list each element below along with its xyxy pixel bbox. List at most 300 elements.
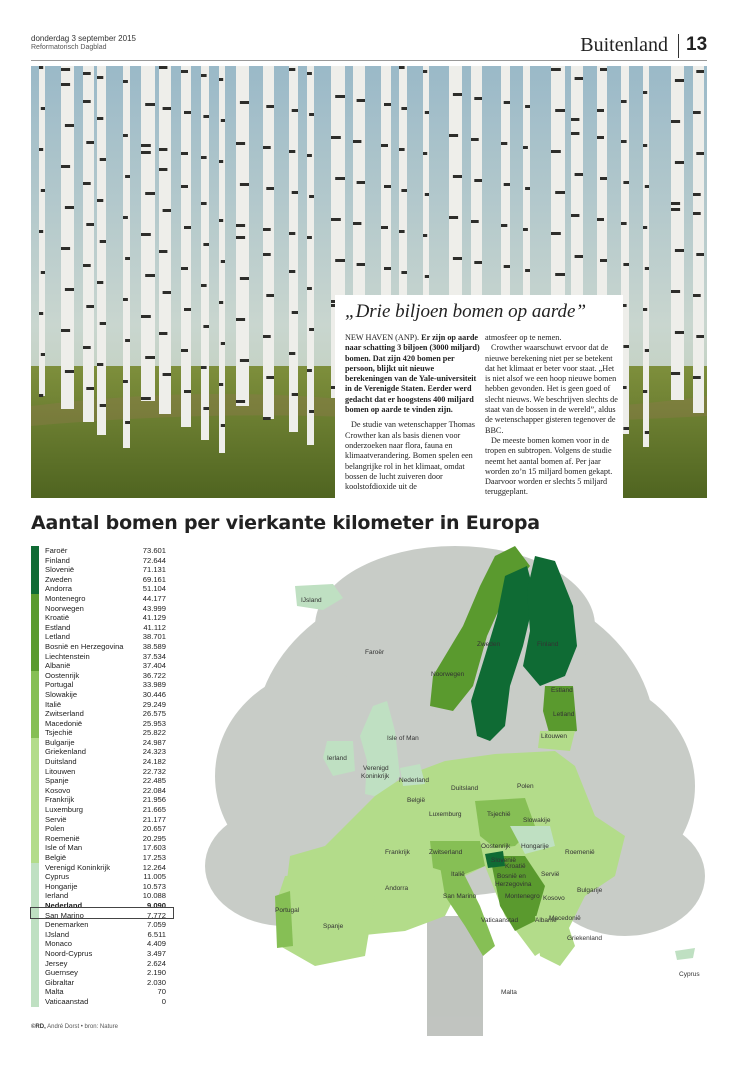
legend-country: Liechtenstein <box>45 651 90 661</box>
birch-bark-mark <box>240 183 249 186</box>
birch-bark-mark <box>61 68 70 71</box>
map-label-luxemburg: Luxemburg <box>429 811 462 818</box>
birch-bark-mark <box>159 66 167 69</box>
map-label-finland: Finland <box>537 641 559 648</box>
legend-value: 70 <box>157 987 166 997</box>
legend-country: Zweden <box>45 574 73 584</box>
legend-row <box>31 594 176 604</box>
birch-bark-mark <box>307 154 312 157</box>
birch-bark-mark <box>97 281 103 284</box>
legend-country: Malta <box>45 987 64 997</box>
birch-bark-mark <box>621 222 627 225</box>
legend-swatch <box>31 853 39 863</box>
birch-bark-mark <box>86 305 94 308</box>
birch-bark-mark <box>401 189 407 192</box>
legend-value: 73.601 <box>142 546 166 555</box>
birch-bark-mark <box>201 156 207 159</box>
map-label-ierland: Ierland <box>327 755 347 762</box>
birch-bark-mark <box>123 216 128 219</box>
legend-value: 9.090 <box>146 900 166 910</box>
legend-country: Monaco <box>45 939 73 949</box>
birch-bark-mark <box>600 177 607 180</box>
legend-country: Italië <box>45 699 62 709</box>
legend-country: Spanje <box>45 776 69 786</box>
birch-bark-mark <box>675 331 684 334</box>
map-label-bulgarije: Bulgarije <box>577 887 603 894</box>
legend-country: Kroatië <box>45 613 70 623</box>
birch-bark-mark <box>643 308 647 311</box>
legend-swatch <box>31 700 39 710</box>
legend-value: 17.603 <box>142 843 166 853</box>
legend-value: 7.772 <box>146 910 166 920</box>
legend-row <box>31 671 176 681</box>
birch-bark-mark <box>83 72 91 75</box>
map-label-hongarije: Hongarije <box>521 843 549 850</box>
legend-swatch <box>31 565 39 575</box>
birch-bark-mark <box>501 142 507 145</box>
credit-line <box>31 1024 118 1030</box>
legend-country: Slovenië <box>45 565 75 575</box>
birch-bark-mark <box>65 124 74 127</box>
birch-bark-mark <box>181 152 188 155</box>
legend-swatch <box>31 987 39 997</box>
legend-country: Montenegro <box>45 593 86 603</box>
birch-bark-mark <box>307 72 312 75</box>
map-label-tsjechie: Tsjechië <box>487 811 511 818</box>
birch-bark-mark <box>551 68 561 71</box>
legend-country: Faroër <box>45 546 68 555</box>
map-label-servie: Servië <box>541 871 560 878</box>
legend-row <box>31 815 176 825</box>
birch-bark-mark <box>449 134 458 137</box>
legend-value: 69.161 <box>142 574 166 584</box>
birch-bark-mark <box>181 185 188 188</box>
birch-bark-mark <box>645 349 649 352</box>
legend-value: 36.722 <box>142 670 166 680</box>
birch-bark-mark <box>643 144 647 147</box>
birch-bark-mark <box>525 269 530 272</box>
birch-bark-mark <box>65 288 74 291</box>
legend-swatch <box>31 968 39 978</box>
birch-bark-mark <box>425 275 429 278</box>
birch-bark-mark <box>125 339 130 342</box>
legend-row <box>31 920 176 930</box>
legend-swatch <box>31 728 39 738</box>
legend-swatch <box>31 575 39 585</box>
birch-bark-mark <box>97 199 103 202</box>
birch-bark-mark <box>263 417 271 420</box>
credit-org: ©RD, <box>31 1024 46 1030</box>
birch-bark-mark <box>555 273 565 276</box>
birch-trunk <box>693 66 704 413</box>
birch-bark-mark <box>203 325 209 328</box>
issue-date: donderdag 3 september 2015 <box>31 34 136 43</box>
birch-bark-mark <box>83 100 91 103</box>
birch-bark-mark <box>292 191 298 194</box>
birch-bark-mark <box>236 318 245 321</box>
birch-trunk <box>219 66 225 453</box>
birch-bark-mark <box>571 132 579 135</box>
legend-value: 37.534 <box>142 651 166 661</box>
legend-table <box>31 546 176 1007</box>
legend-swatch <box>31 805 39 815</box>
legend-value: 41.129 <box>142 613 166 623</box>
legend-value: 37.404 <box>142 661 166 671</box>
birch-bark-mark <box>353 140 361 143</box>
birch-bark-mark <box>525 105 530 108</box>
birch-bark-mark <box>289 232 295 235</box>
article-paragraph-3: Crowther waarschuwt ervoor dat de nieuwe berekening niet per se betekent dat het klimaat er beter voor staat. „Het is niet alsof we een hoop nieuwe bomen hebben gevonden. Het is geen goed of slecht nieuws. We beschrijven slechts de staat van de bossen in de wereld”, aldus de wetenschapper gisteren tegenover de BBC. <box>485 343 618 435</box>
map-label-zwitserland: Zwitserland <box>429 849 463 856</box>
legend-row <box>31 959 176 969</box>
legend-row <box>31 642 176 652</box>
map-label-duitsland: Duitsland <box>451 785 479 792</box>
legend-value: 38.701 <box>142 632 166 642</box>
legend-value: 30.446 <box>142 689 166 699</box>
birch-bark-mark <box>335 177 345 180</box>
birch-bark-mark <box>263 253 271 256</box>
birch-trunk <box>159 66 171 414</box>
legend-country: Zwitserland <box>45 709 84 719</box>
birch-bark-mark <box>381 226 388 229</box>
birch-bark-mark <box>83 346 91 349</box>
birch-bark-mark <box>240 101 249 104</box>
map-label-slovenie: Slovenië <box>491 857 516 864</box>
birch-bark-mark <box>623 427 629 430</box>
birch-bark-mark <box>551 232 561 235</box>
birch-bark-mark <box>309 328 314 331</box>
birch-bark-mark <box>399 148 405 151</box>
legend-swatch <box>31 584 39 594</box>
legend-swatch <box>31 738 39 748</box>
birch-bark-mark <box>219 78 223 81</box>
birch-bark-mark <box>623 263 629 266</box>
legend-row <box>31 613 176 623</box>
birch-trunk <box>263 66 274 419</box>
credit-text: André Dorst • bron: Nature <box>47 1024 118 1030</box>
legend-value: 20.295 <box>142 833 166 843</box>
legend-country: Kosovo <box>45 785 71 795</box>
birch-bark-mark <box>159 148 167 151</box>
legend-swatch <box>31 930 39 940</box>
legend-value: 12.264 <box>142 862 166 872</box>
legend-swatch <box>31 920 39 930</box>
birch-bark-mark <box>263 146 271 149</box>
cyprus-shape <box>675 948 695 960</box>
map-label-portugal: Portugal <box>275 907 300 914</box>
legend-swatch <box>31 652 39 662</box>
legend-country: Gibraltar <box>45 977 75 987</box>
birch-bark-mark <box>571 118 579 121</box>
birch-bark-mark <box>97 76 103 79</box>
legend-value: 3.497 <box>146 948 166 958</box>
article-paragraph-1: De studie van wetenschapper Thomas Crowther kan als basis dienen voor onderzoeken naar flora, fauna en klimaatverandering. Bomen spelen een belangrijke rol in het klimaat, omdat bossen de lucht zuiveren door koolstofdioxide uit de <box>345 420 475 492</box>
legend-value: 20.657 <box>142 824 166 834</box>
legend-row <box>31 786 176 796</box>
map-label-litouwen: Litouwen <box>541 733 568 740</box>
map-label-griekenland: Griekenland <box>567 935 603 942</box>
header-rule <box>31 60 707 61</box>
birch-bark-mark <box>289 68 295 71</box>
legend-swatch <box>31 747 39 757</box>
birch-bark-mark <box>289 270 295 273</box>
legend-swatch <box>31 824 39 834</box>
birch-bark-mark <box>423 70 427 73</box>
legend-row <box>31 623 176 633</box>
legend-country: Oostenrijk <box>45 670 80 680</box>
birch-bark-mark <box>97 117 103 120</box>
map-label-kosovo: Kosovo <box>543 895 565 902</box>
birch-bark-mark <box>219 301 223 304</box>
birch-bark-mark <box>645 431 649 434</box>
birch-bark-mark <box>61 165 70 168</box>
legend-value: 24.182 <box>142 757 166 767</box>
legend-country: Servië <box>45 814 67 824</box>
legend-row <box>31 757 176 767</box>
legend-country: Finland <box>45 555 70 565</box>
article-box <box>335 295 623 500</box>
birch-bark-mark <box>181 267 188 270</box>
birch-bark-mark <box>693 376 701 379</box>
birch-bark-mark <box>331 218 341 221</box>
birch-bark-mark <box>399 230 405 233</box>
legend-swatch <box>31 632 39 642</box>
birch-bark-mark <box>221 260 225 263</box>
birch-bark-mark <box>600 68 607 71</box>
map-label-cyprus: Cyprus <box>679 971 700 978</box>
birch-bark-mark <box>384 267 391 270</box>
birch-bark-mark <box>643 226 647 229</box>
birch-bark-mark <box>523 228 528 231</box>
legend-value: 2.624 <box>146 958 166 968</box>
map-label-isleofman: Isle of Man <box>387 735 419 742</box>
legend-row <box>31 661 176 671</box>
birch-bark-mark <box>201 366 207 369</box>
map-label-zweden: Zweden <box>477 641 501 648</box>
article-column-1 <box>345 333 480 492</box>
map-label-polen: Polen <box>517 783 534 790</box>
legend-swatch <box>31 786 39 796</box>
birch-bark-mark <box>696 70 704 73</box>
birch-bark-mark <box>145 192 155 195</box>
legend-country: Hongarije <box>45 881 78 891</box>
legend-value: 21.665 <box>142 805 166 815</box>
birch-bark-mark <box>384 103 391 106</box>
legend-row <box>31 872 176 882</box>
legend-country: Estland <box>45 622 71 632</box>
legend-row <box>31 747 176 757</box>
birch-bark-mark <box>357 263 365 266</box>
birch-bark-mark <box>292 393 298 396</box>
birch-bark-mark <box>221 119 225 122</box>
legend-row <box>31 891 176 901</box>
birch-bark-mark <box>266 294 274 297</box>
birch-trunk <box>307 66 314 445</box>
legend-value: 25.953 <box>142 718 166 728</box>
legend-row <box>31 939 176 949</box>
legend-value: 4.409 <box>146 939 166 949</box>
birch-trunk <box>643 66 649 447</box>
birch-bark-mark <box>123 134 128 137</box>
article-paragraph-4: De meeste bomen komen voor in de tropen en subtropen. Volgens de studie neemt het aantal bomen af. Per jaar worden zo’n 15 miljard bomen gekapt. Daarvoor worden er slechts 5 miljard teruggeplant. <box>485 435 613 497</box>
legend-row <box>31 930 176 940</box>
birch-bark-mark <box>61 83 70 86</box>
map-label-bosnie: Bosnië en <box>497 873 526 880</box>
article-paragraph-2: atmosfeer op te nemen. <box>485 333 562 342</box>
birch-bark-mark <box>240 359 249 362</box>
legend-country: Cyprus <box>45 872 70 882</box>
birch-bark-mark <box>504 265 510 268</box>
birch-bark-mark <box>623 345 629 348</box>
birch-bark-mark <box>159 332 167 335</box>
article-lead <box>345 333 480 415</box>
legend-row <box>31 978 176 988</box>
article-dateline: NEW HAVEN (ANP). <box>345 333 420 342</box>
birch-bark-mark <box>201 74 207 77</box>
legend-country: Andorra <box>45 584 73 594</box>
birch-bark-mark <box>597 218 604 221</box>
birch-bark-mark <box>159 168 167 171</box>
birch-bark-mark <box>381 144 388 147</box>
birch-bark-mark <box>184 111 191 114</box>
legend-row <box>31 652 176 662</box>
legend-value: 71.131 <box>142 565 166 575</box>
birch-trunk <box>289 66 298 432</box>
birch-bark-mark <box>125 421 130 424</box>
map-label-slowakije: Slowakije <box>523 817 551 824</box>
legend-swatch <box>31 795 39 805</box>
birch-bark-mark <box>353 222 361 225</box>
birch-bark-mark <box>504 101 510 104</box>
legend-value: 10.088 <box>142 891 166 901</box>
legend-row <box>31 700 176 710</box>
legend-country: Slowakije <box>45 689 78 699</box>
legend-row <box>31 738 176 748</box>
birch-bark-mark <box>693 193 701 196</box>
birch-bark-mark <box>39 312 43 315</box>
legend-swatch <box>31 767 39 777</box>
birch-bark-mark <box>219 160 223 163</box>
legend-swatch <box>31 843 39 853</box>
birch-bark-mark <box>221 424 225 427</box>
legend-country: Albanië <box>45 661 71 671</box>
legend-row <box>31 556 176 566</box>
birch-bark-mark <box>523 146 528 149</box>
birch-bark-mark <box>97 363 103 366</box>
birch-bark-mark <box>474 97 482 100</box>
birch-bark-mark <box>425 193 429 196</box>
map-label-noorwegen: Noorwegen <box>431 671 465 678</box>
birch-bark-mark <box>621 140 627 143</box>
newspaper-name: Reformatorisch Dagblad <box>31 44 107 51</box>
birch-bark-mark <box>236 142 245 145</box>
legend-value: 21.956 <box>142 795 166 805</box>
birch-bark-mark <box>86 387 94 390</box>
legend-swatch <box>31 709 39 719</box>
birch-bark-mark <box>449 216 458 219</box>
birch-bark-mark <box>184 308 191 311</box>
birch-bark-mark <box>65 206 74 209</box>
birch-bark-mark <box>675 249 684 252</box>
legend-country: Isle of Man <box>45 843 83 853</box>
legend-value: 17.253 <box>142 853 166 862</box>
birch-bark-mark <box>671 202 680 205</box>
birch-trunk <box>83 66 94 422</box>
legend-country: Guernsey <box>45 968 78 978</box>
legend-country: Frankrijk <box>45 795 75 805</box>
birch-bark-mark <box>219 219 223 222</box>
birch-bark-mark <box>65 370 74 373</box>
legend-value: 26.575 <box>142 709 166 719</box>
birch-bark-mark <box>335 95 345 98</box>
legend-country: Portugal <box>45 680 74 690</box>
birch-bark-mark <box>141 315 151 318</box>
map-label-estland: Estland <box>551 687 573 694</box>
legend-row <box>31 565 176 575</box>
legend-row <box>31 719 176 729</box>
birch-bark-mark <box>696 335 704 338</box>
legend-swatch <box>31 642 39 652</box>
legend-value: 41.112 <box>143 622 166 632</box>
birch-bark-mark <box>307 236 312 239</box>
legend-row <box>31 776 176 786</box>
legend-country: Nederland <box>45 900 83 910</box>
map-label-faroer: Faroër <box>365 649 385 656</box>
map-label-oostenrijk: Oostenrijk <box>481 843 511 850</box>
birch-bark-mark <box>61 247 70 250</box>
legend-country: Ierland <box>45 891 69 901</box>
legend-swatch <box>31 604 39 614</box>
birch-bark-mark <box>292 311 298 314</box>
birch-bark-mark <box>696 253 704 256</box>
birch-bark-mark <box>575 173 583 176</box>
birch-bark-mark <box>504 183 510 186</box>
birch-bark-mark <box>141 144 151 147</box>
birch-trunk <box>61 66 74 409</box>
birch-bark-mark <box>471 220 479 223</box>
legend-row <box>31 575 176 585</box>
birch-bark-mark <box>123 80 128 83</box>
birch-bark-mark <box>100 322 106 325</box>
legend-swatch <box>31 623 39 633</box>
legend-swatch <box>31 594 39 604</box>
birch-bark-mark <box>571 214 579 217</box>
legend-country: San Marino <box>45 910 84 920</box>
legend-swatch <box>31 661 39 671</box>
legend-country: Griekenland <box>45 747 86 757</box>
chart-title: Aantal bomen per vierkante kilometer in Europa <box>31 512 540 534</box>
legend-country: Duitsland <box>45 757 77 767</box>
birch-bark-mark <box>671 290 680 293</box>
birch-bark-mark <box>83 182 91 185</box>
legend-value: 22.732 <box>142 766 166 776</box>
legend-swatch <box>31 834 39 844</box>
birch-bark-mark <box>675 79 684 82</box>
birch-bark-mark <box>184 390 191 393</box>
birch-bark-mark <box>201 202 207 205</box>
birch-trunk <box>201 66 209 440</box>
birch-bark-mark <box>201 284 207 287</box>
legend-swatch <box>31 719 39 729</box>
legend-swatch <box>31 757 39 767</box>
legend-swatch <box>31 776 39 786</box>
birch-bark-mark <box>100 158 106 161</box>
legend-swatch <box>31 872 39 882</box>
birch-bark-mark <box>39 230 43 233</box>
legend-swatch <box>31 680 39 690</box>
legend-country: Polen <box>45 824 65 834</box>
legend-value: 10.573 <box>142 881 166 891</box>
